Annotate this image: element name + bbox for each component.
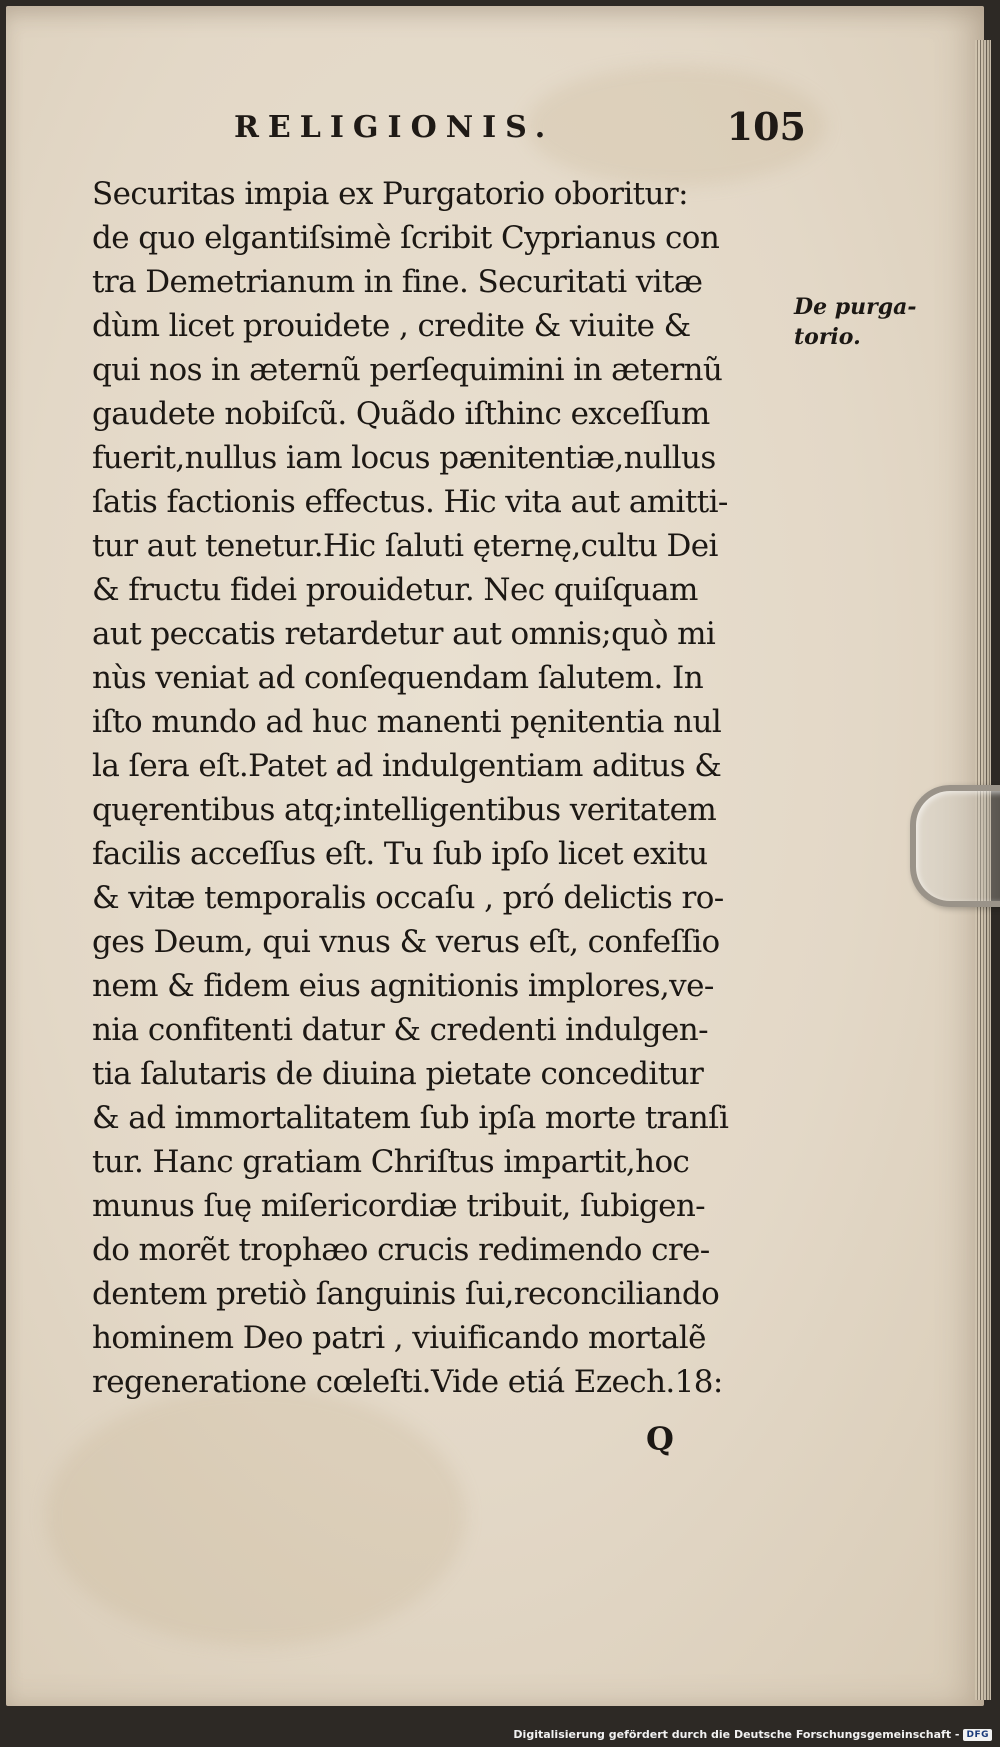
text-line: dùm licet prouidete , credite & viuite &: [92, 308, 691, 344]
text-line: nùs veniat ad conſequendam ſalutem. In: [92, 660, 704, 696]
text-line: facilis acceſſus eſt. Tu ſub ipſo licet exitu: [92, 836, 708, 872]
text-line: dentem pretiò ſanguinis ſui,reconciliando: [92, 1276, 720, 1312]
credit-text: Digitalisierung gefördert durch die Deutsche Forschungsgemeinschaft -: [513, 1728, 960, 1741]
text-line: & ad immortalitatem ſub ipſa morte tranſi: [92, 1100, 729, 1136]
text-line: tra Demetrianum in fine. Securitati vitæ: [92, 264, 703, 300]
text-line: regeneratione cœleſti.Vide etiá Ezech.18:: [92, 1364, 723, 1400]
text-line: gaudete nobiſcũ. Quãdo iſthinc exceſſum: [92, 396, 710, 432]
text-line: munus ſuę miſericordiæ tribuit, ſubigen-: [92, 1188, 706, 1224]
margin-note: [794, 292, 924, 352]
body-text: [92, 172, 800, 1404]
text-line: & fructu fidei prouidetur. Nec quiſquam: [92, 572, 698, 608]
text-line: tia ſalutaris de diuina pietate conceditur: [92, 1056, 704, 1092]
page-number: 105: [726, 104, 806, 149]
text-line: ges Deum, qui vnus & verus eſt, confeſſio: [92, 924, 720, 960]
page-clip: [910, 785, 1000, 907]
margin-note-line: De purga-: [794, 294, 917, 320]
text-line: Securitas impia ex Purgatorio oboritur:: [92, 176, 688, 212]
text-line: hominem Deo patri , viuificando mortalẽ: [92, 1320, 706, 1356]
digitization-credit: [513, 1728, 992, 1741]
margin-note-line: torio.: [794, 324, 861, 350]
catchword: Q: [646, 1420, 674, 1458]
text-line: de quo elgantiſsimè ſcribit Cyprianus con: [92, 220, 720, 256]
text-line: nem & fidem eius agnitionis implores,ve-: [92, 968, 714, 1004]
text-line: quęrentibus atq;intelligentibus veritatem: [92, 792, 717, 828]
dfg-logo-icon: DFG: [963, 1729, 992, 1741]
running-title: RELIGIONIS.: [234, 110, 555, 145]
book-page: [6, 6, 984, 1706]
text-line: fuerit,nullus iam locus pænitentiæ,nullus: [92, 440, 716, 476]
text-line: aut peccatis retardetur aut omnis;quò mi: [92, 616, 716, 652]
text-line: nia confitenti datur & credenti indulgen-: [92, 1012, 709, 1048]
text-line: do morẽt trophæo crucis redimendo cre-: [92, 1232, 710, 1268]
text-line: tur aut tenetur.Hic ſaluti ęternę,cultu Dei: [92, 528, 718, 564]
paper-stain: [46, 1386, 466, 1646]
text-line: iſto mundo ad huc manenti pęnitentia nul: [92, 704, 722, 740]
text-line: ſatis factionis effectus. Hic vita aut amitti-: [92, 484, 728, 520]
page-header: [86, 104, 806, 156]
text-line: la ſera eſt.Patet ad indulgentiam aditus &: [92, 748, 722, 784]
text-line: tur. Hanc gratiam Chriſtus impartit,hoc: [92, 1144, 690, 1180]
text-line: & vitæ temporalis occaſu , pró delictis ro-: [92, 880, 724, 916]
text-line: qui nos in æternũ perſequimini in æternũ: [92, 352, 723, 388]
